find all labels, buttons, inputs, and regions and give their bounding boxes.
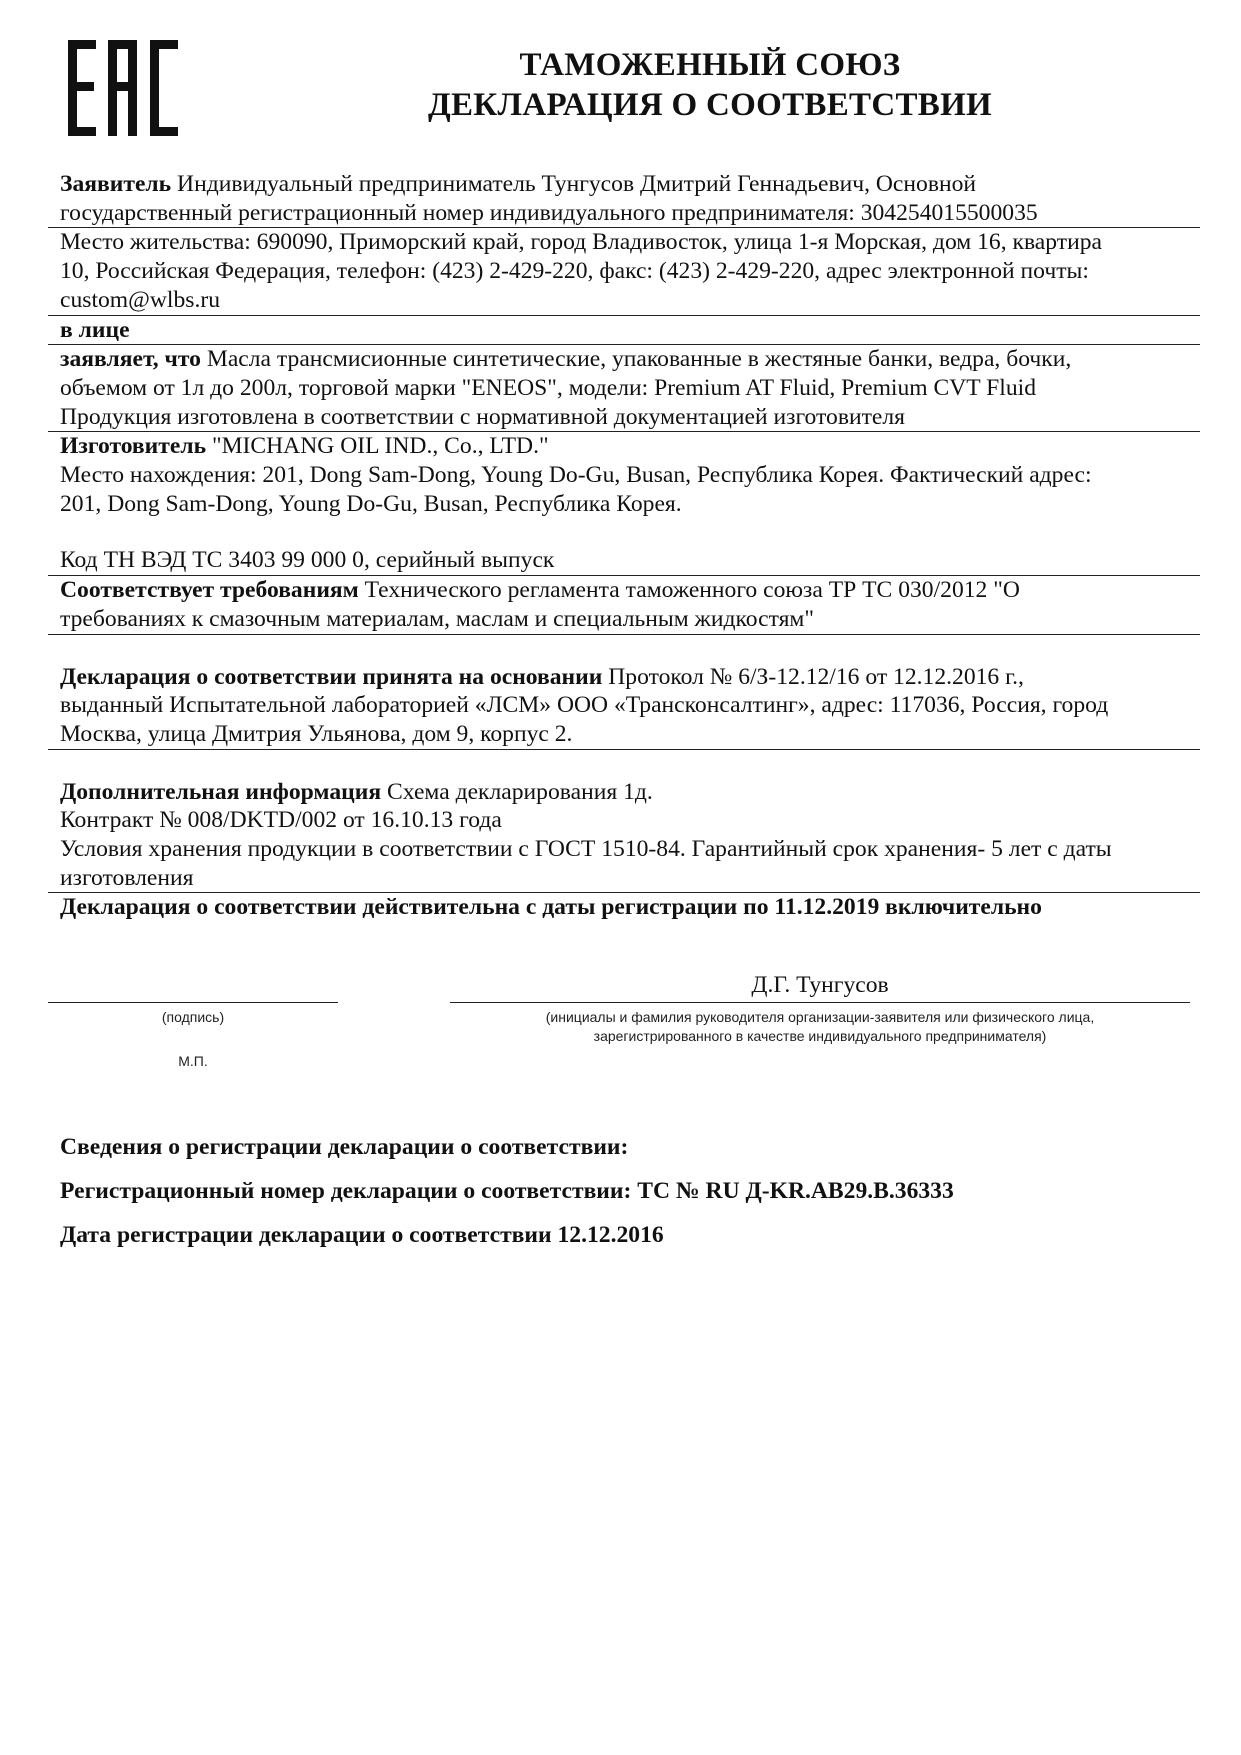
person-label: в лице: [60, 316, 130, 343]
header-line-1: ТАМОЖЕННЫЙ СОЮЗ: [519, 47, 901, 83]
applicant-label: Заявитель: [60, 171, 172, 197]
complies-label: Соответствует требованиям: [60, 577, 359, 604]
basis-text: Протокол № 6/З-12.12/16 от 12.12.2016 г.,: [602, 663, 1024, 690]
signature-area: [0, 972, 1241, 1082]
validity-text: Декларация о соответствии действительна с даты регистрации по 11.12.2019 включительно: [60, 894, 1042, 921]
residence-block: [60, 228, 1200, 314]
applicant-ogrnip: государственный регистрационный номер индивидуального предпринимателя: 304254015500035: [60, 199, 1038, 226]
declaration-body: [60, 170, 1200, 922]
spacer: [60, 750, 1200, 778]
manufacturer-address-2: 201, Dong Sam-Dong, Young Do-Gu, Busan, Республика Корея.: [60, 490, 682, 517]
name-line: [450, 1002, 1190, 1003]
residence-line-2: 10, Российская Федерация, телефон: (423) 2-429-220, факс: (423) 2-429-220, адрес электронной почты:: [60, 258, 1089, 285]
complies-text: Технического регламента таможенного союза ТР ТС 030/2012 "О: [358, 577, 1020, 604]
registration-number: Регистрационный номер декларации о соответствии: ТС № RU Д-KR.АВ29.В.36333: [60, 1178, 954, 1204]
additional-block: [60, 778, 1200, 893]
signature-caption: (подпись): [161, 1009, 225, 1025]
manufacturer-label: Изготовитель: [60, 433, 207, 460]
hs-code: Код ТН ВЭД ТС 3403 99 000 0, серийный выпуск: [60, 547, 555, 574]
stamp-caption: М.П.: [178, 1053, 208, 1069]
residence-email: custom@wlbs.ru: [60, 286, 221, 313]
declares-text: Масла трансмисионные синтетические, упакованные в жестяные банки, ведра, бочки,: [200, 346, 1072, 373]
basis-line-2: выданный Испытательной лабораторией «ЛСМ» ООО «Трансконсалтинг», адрес: 117036, Россия, город: [60, 692, 1109, 719]
additional-text: Схема декларирования 1д.: [381, 778, 653, 805]
person-block: [60, 316, 1200, 345]
additional-contract: Контракт № 008/DKTD/002 от 16.10.13 года: [60, 807, 502, 834]
residence-line-1: Место жительства: 690090, Приморский край, город Владивосток, улица 1-я Морская, дом 16, квартира: [60, 229, 1102, 256]
complies-line-2: требованиях к смазочным материалам, маслам и специальным жидкостям": [60, 605, 814, 632]
signer-name: Д.Г. Тунгусов: [751, 972, 889, 998]
declares-block: [60, 345, 1200, 431]
applicant-block: [60, 170, 1200, 227]
applicant-text: Индивидуальный предприниматель Тунгусов Дмитрий Геннадьевич, Основной: [171, 171, 977, 197]
basis-block: [60, 663, 1200, 749]
name-caption-2: зарегистрированного в качестве индивидуального предпринимателя): [593, 1028, 1047, 1044]
additional-label: Дополнительная информация: [60, 778, 382, 805]
manufacturer-block: [60, 432, 1200, 575]
eac-logo: [68, 38, 180, 138]
complies-block: [60, 576, 1200, 633]
eac-mark-icon: [68, 38, 180, 138]
declares-line-2: объемом от 1л до 200л, торговой марки "ENEOS", модели: Premium AT Fluid, Premium CVT Fluid: [60, 374, 1037, 401]
additional-storage: Условия хранения продукции в соответствии с ГОСТ 1510-84. Гарантийный срок хранения- 5 лет с даты: [60, 836, 1112, 863]
declares-label: заявляет, что: [60, 346, 201, 373]
signature-line: [48, 1002, 338, 1003]
manufacturer-address-1: Место нахождения: 201, Dong Sam-Dong, Young Do-Gu, Busan, Республика Корея. Фактический адрес:: [60, 462, 1092, 489]
spacer: [60, 635, 1200, 663]
manufacturer-name: "MICHANG OIL IND., Co., LTD.": [206, 433, 549, 460]
registration-date: Дата регистрации декларации о соответствии 12.12.2016: [60, 1222, 664, 1248]
validity-block: [60, 893, 1200, 922]
additional-storage-2: изготовления: [60, 864, 194, 891]
declares-line-3: Продукция изготовлена в соответствии с нормативной документацией изготовителя: [60, 403, 906, 430]
basis-line-3: Москва, улица Дмитрия Ульянова, дом 9, корпус 2.: [60, 720, 573, 747]
spacer: [60, 518, 1200, 546]
basis-label: Декларация о соответствии принята на основании: [60, 663, 603, 690]
name-caption-1: (инициалы и фамилия руководителя организации-заявителя или физического лица,: [545, 1009, 1095, 1025]
registration-title: Сведения о регистрации декларации о соответствии:: [60, 1134, 629, 1160]
header-line-2: ДЕКЛАРАЦИЯ О СООТВЕТСТВИИ: [427, 87, 993, 123]
